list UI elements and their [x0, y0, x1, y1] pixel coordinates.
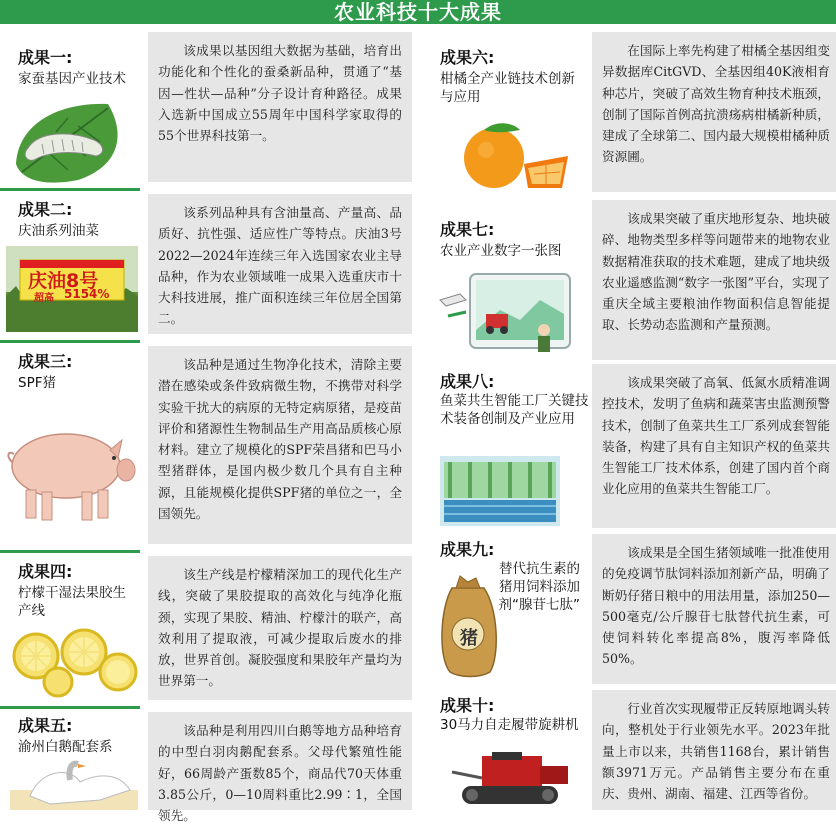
achievement-1 — [0, 32, 412, 182]
achievement-1-label-panel — [0, 32, 140, 182]
achievement-7-desc-panel — [592, 200, 836, 360]
achievement-3-name: SPF猪 — [18, 375, 56, 391]
orange-illustration — [436, 118, 576, 190]
achievement-4-desc-panel — [148, 556, 412, 700]
achievement-3 — [0, 346, 412, 544]
divider — [0, 188, 140, 191]
achievement-6-label-panel — [422, 32, 582, 192]
achievement-9-tag: 成果九: — [440, 540, 495, 559]
achievement-8 — [422, 364, 836, 528]
lemon-slices-illustration — [8, 626, 138, 698]
achievement-6-name: 柑橘全产业链技术创新与应用 — [440, 71, 575, 105]
achievement-6-desc: 在国际上率先构建了柑橘全基因组变异数据库CitGVD、全基因组40K液相育种芯片，突破了高效生物育种技术瓶颈，创制了国际首例高抗溃疡病柑橘新种质，建成了全球第二、国内最大规模柑橘种质资源圃。 — [602, 43, 830, 165]
achievement-1-desc: 该成果以基因组大数据为基础，培育出功能化和个性化的蚕桑新品种，贯通了“基因—性状—品种”分子设计育种路径。成果入选新中国成立55周年中国科学家取得的55个世界科技第一。 — [158, 43, 402, 144]
achievement-3-tag: 成果三: — [18, 352, 73, 371]
sign-percent-text: 5154% — [64, 287, 110, 301]
achievement-1-desc-panel — [148, 32, 412, 182]
achievement-3-desc: 该品种是通过生物净化技术，清除主要潜在感染或条件致病微生物，不携带对科学实验干扰大的病原的无特定病原猪，是疫苗评价和猪源性生物制品生产用高品质核心原材料。建立了规模化的SPF荣昌猪和巴马小型猪群体，是国内极少数几个具有自主种源，且能规模化提供SPF猪的单位之一，全国领先。 — [158, 357, 402, 522]
achievement-9-label-panel — [422, 534, 582, 684]
achievement-7-tag: 成果七: — [440, 220, 495, 239]
achievement-9-name: 替代抗生素的猪用饲料添加剂“腺苷七肽” — [498, 561, 580, 613]
achievement-8-name: 鱼菜共生智能工厂关键技术装备创制及产业应用 — [440, 393, 589, 427]
achievement-9-desc-panel — [592, 534, 836, 684]
achievement-2-desc-panel — [148, 194, 412, 334]
digital-agriculture-illustration — [440, 270, 580, 358]
achievement-4 — [0, 556, 412, 700]
achievement-4-desc: 该生产线是柠檬精深加工的现代化生产线，突破了果胶提取的高效化与纯净化瓶颈，实现了果胶、精油、柠檬汁的联产，高效利用了提取液，可减少提取后废水的排放，世界首创。凝胶强度和果胶年产量均为世界第一。 — [158, 567, 402, 689]
achievement-4-tag: 成果四: — [18, 562, 73, 581]
feed-bag-illustration — [436, 568, 500, 678]
achievement-8-tag: 成果八: — [440, 372, 495, 391]
divider — [0, 340, 140, 343]
achievement-2-tag: 成果二: — [18, 200, 73, 219]
achievement-10-label-panel — [422, 690, 582, 810]
achievement-1-name: 家蚕基因产业技术 — [18, 71, 126, 87]
achievement-10-tag: 成果十: — [440, 696, 495, 715]
achievement-5-label-panel — [0, 712, 140, 810]
achievement-10-desc: 行业首次实现履带正反转原地调头转向，整机处于行业领先水平。2023年批量上市以来，共销售1168台，累计销售额3971万元。产品销售主要分布在重庆、贵州、湖南、福建、江西等省份。 — [602, 701, 830, 802]
aquaponics-facility-photo — [440, 456, 560, 526]
page-banner: 农业科技十大成果 — [0, 0, 836, 24]
achievement-2-label-panel — [0, 194, 140, 334]
sign-sub-text: 超高 — [34, 293, 54, 304]
achievement-10-name: 30马力自走履带旋耕机 — [440, 717, 579, 733]
achievement-6 — [422, 32, 836, 192]
achievement-5-desc-panel — [148, 712, 412, 824]
achievement-6-tag: 成果六: — [440, 48, 495, 67]
achievement-7-desc: 该成果突破了重庆地形复杂、地块破碎、地物类型多样等问题带来的地物农业数据精准获取的技术难题，建成了地块级农业遥感监测“数字一张图”平台，实现了重庆全域主要粮油作物面积信息智能提取、长势动态监测和产量预测。 — [602, 211, 830, 333]
rotary-tiller-illustration — [452, 752, 572, 810]
achievement-2-name: 庆油系列油菜 — [18, 223, 99, 239]
achievement-2-desc: 该系列品种具有含油量高、产量高、品质好、抗性强、适应性广等特点。庆油3号2022—2024年连续三年入选国家农业主导品种，作为农业领域唯一成果入选重庆市十大科技进展，推广面积连续三年位居全国第二。 — [158, 205, 402, 327]
achievement-8-desc: 该成果突破了高氧、低氮水质精准调控技术，发明了鱼病和蔬菜害虫监测预警技术，创制了鱼菜共生工厂系列成套智能装备，构建了具有自主知识产权的鱼菜共生智能工厂技术体系，创建了国内首个商业化应用的鱼菜共生智能工厂。 — [602, 375, 830, 497]
divider — [0, 550, 140, 553]
achievement-7-label-panel — [422, 200, 582, 360]
achievement-4-name: 柠檬干湿法果胶生产线 — [18, 585, 126, 619]
silkworm-leaf-illustration — [8, 94, 136, 184]
achievement-10-desc-panel — [592, 690, 836, 810]
achievement-3-desc-panel — [148, 346, 412, 544]
divider — [0, 706, 140, 709]
achievement-9 — [422, 534, 836, 684]
achievement-6-desc-panel — [592, 32, 836, 192]
achievement-7-name: 农业产业数字一张图 — [440, 243, 562, 259]
achievement-1-tag: 成果一: — [18, 48, 73, 67]
achievement-5-name: 渝州白鹅配套系 — [18, 739, 113, 755]
achievement-2 — [0, 194, 412, 334]
achievement-5 — [0, 712, 412, 824]
achievement-9-desc: 该成果是全国生猪领域唯一批准使用的免疫调节肽饲料添加剂新产品，明确了断奶仔猪日粮中的用法用量，添加250—500毫克/公斤腺苷七肽替代抗生素，可使饲料转化率提高8%，腹泻率降低50%。 — [602, 545, 830, 667]
achievement-10 — [422, 690, 836, 810]
achievement-4-label-panel — [0, 556, 140, 700]
achievement-8-label-panel — [422, 364, 589, 528]
sign-main-text: 庆油8号 — [28, 270, 99, 292]
achievement-8-desc-panel — [592, 364, 836, 528]
achievement-7 — [422, 200, 836, 360]
achievement-5-tag: 成果五: — [18, 716, 73, 735]
achievement-5-desc: 该品种是利用四川白鹅等地方品种培育的中型白羽肉鹅配套系。父母代繁殖性能好，66周龄产蛋数85个，商品代70天体重3.85公斤，0—10周料重比2.99∶1，全国领先。 — [158, 723, 402, 824]
white-goose-illustration — [10, 760, 138, 810]
achievement-3-label-panel — [0, 346, 140, 544]
bag-label-char: 猪 — [460, 628, 478, 649]
pig-illustration — [6, 410, 138, 536]
